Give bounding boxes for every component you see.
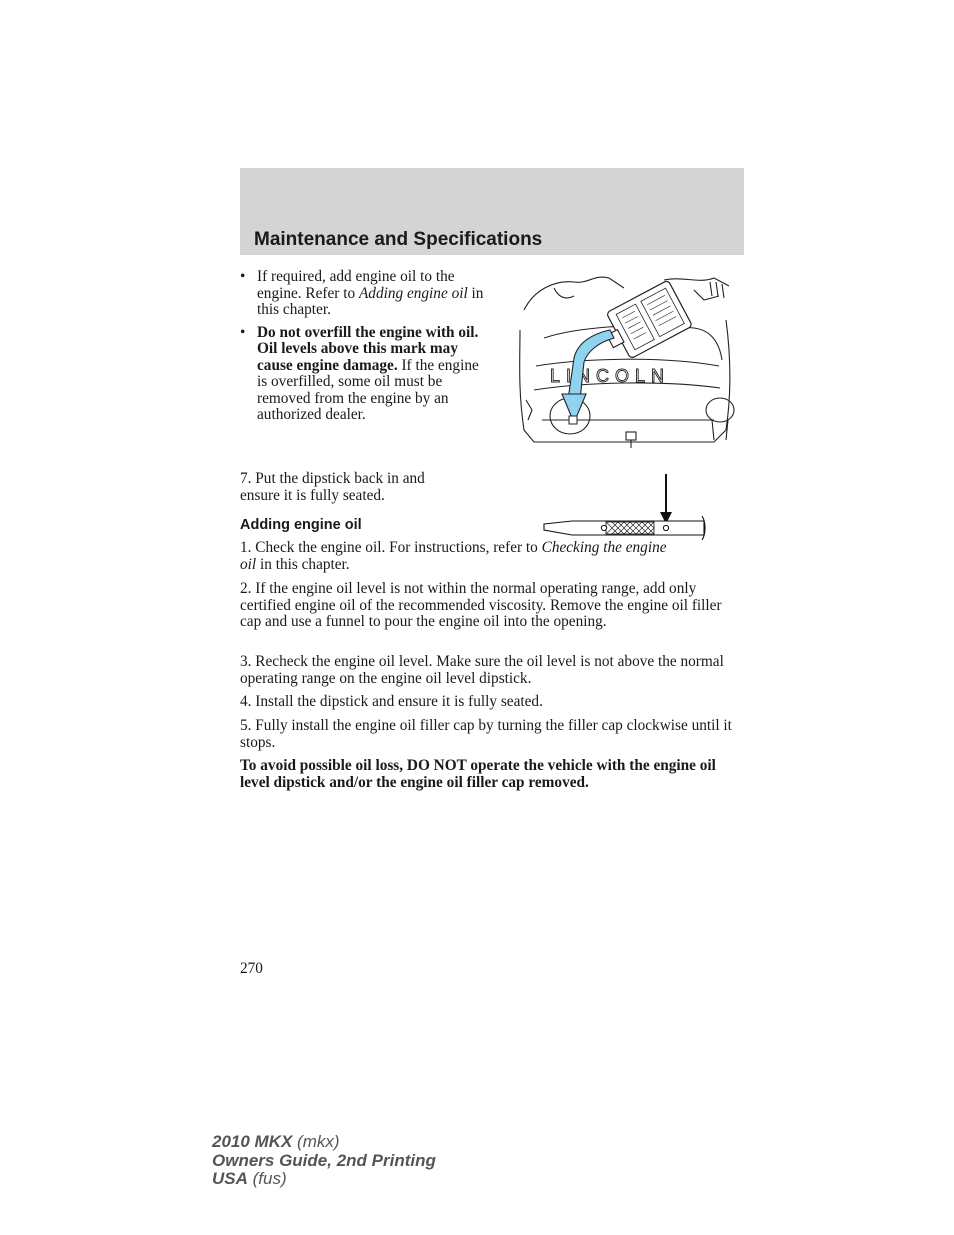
step-7-text: 7. Put the dipstick back in and ensure it is fully seated. <box>240 470 425 504</box>
engine-brand-text: LINCOLN <box>550 366 671 386</box>
adding-step-3: 3. Recheck the engine oil level. Make sure the oil level is not above the normal operating range on the engine oil level dipstick. <box>240 653 724 687</box>
section-title: Maintenance and Specifications <box>254 229 543 250</box>
bullet-icon: • <box>240 268 246 285</box>
engine-oil-fill-illustration <box>514 270 740 450</box>
page-number: 270 <box>240 960 263 977</box>
dipstick-illustration <box>542 472 712 544</box>
footer-guide: Owners Guide, 2nd Printing <box>212 1151 436 1170</box>
oil-loss-warning: To avoid possible oil loss, DO NOT operate the vehicle with the engine oil level dipstick and/or the engine oil filler cap removed. <box>240 757 716 791</box>
cross-reference: Adding engine oil <box>358 284 468 302</box>
list-item: • If required, add engine oil to the engine. Refer to Adding engine oil in this chapter. <box>240 268 484 318</box>
down-arrow-icon <box>660 474 672 524</box>
adding-step-5: 5. Fully install the engine oil filler cap by turning the filler cap clockwise until it stops. <box>240 717 732 751</box>
adding-step-1: 1. Check the engine oil. For instructions, refer to Checking the engine oil in this chapter. <box>240 539 667 573</box>
bullet-list <box>240 269 490 430</box>
footer-model: 2010 MKX (mkx) <box>212 1132 340 1151</box>
adding-step-2: 2. If the engine oil level is not within the normal operating range, add only certified engine oil of the recommended viscosity. Remove the engine oil filler cap and use a funnel to pour the engine oil into the opening. <box>240 580 722 630</box>
cross-reference: Checking the engine oil <box>240 539 667 573</box>
overfill-warning: Do not overfill the engine with oil. Oil levels above this mark may cause engine damage. <box>257 323 479 374</box>
adding-step-4: 4. Install the dipstick and ensure it is fully seated. <box>240 693 543 710</box>
footer-region: USA (fus) <box>212 1169 287 1188</box>
bullet-icon: • <box>240 323 246 341</box>
list-item: • Do not overfill the engine with oil. Oil levels above this mark may cause engine damage. If the engine is overfilled, some oil must be removed from the engine by an authorized dealer. <box>240 323 479 423</box>
adding-oil-heading: Adding engine oil <box>240 517 362 533</box>
